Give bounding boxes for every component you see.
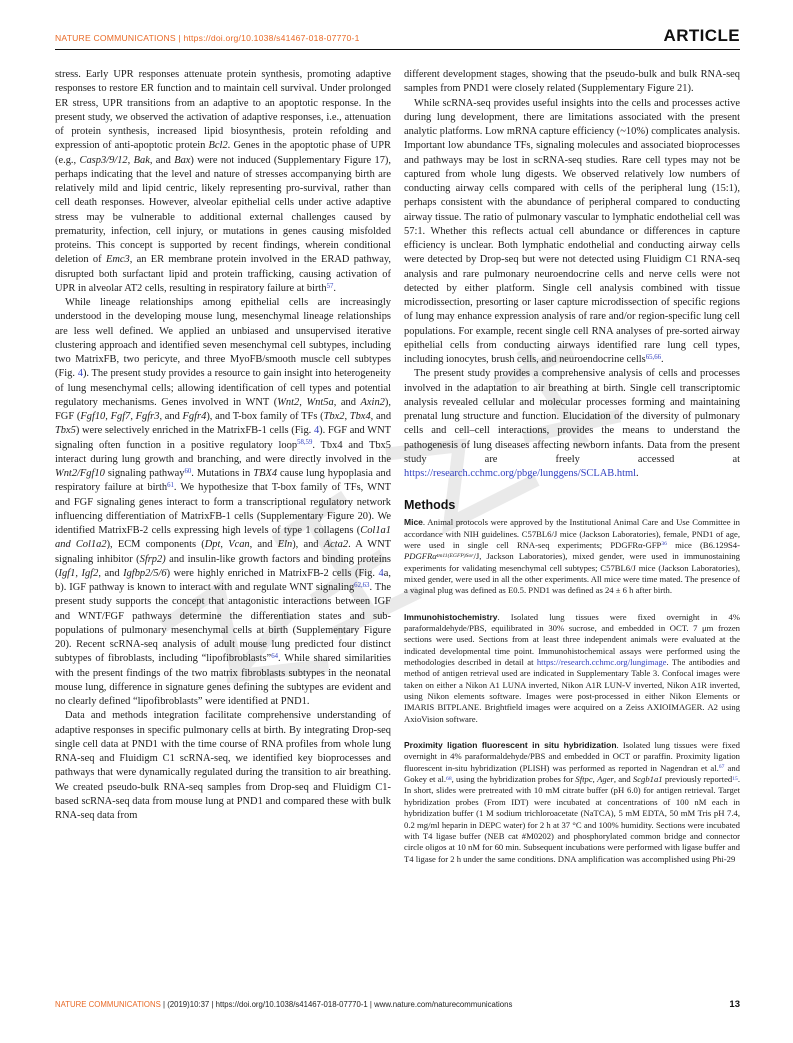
inline-link[interactable]: https://research.cchmc.org/pbge/lunggens/SCLAB.html <box>404 468 637 479</box>
paragraph: Data and methods integration facilitate comprehensive understanding of adaptive responses in specific pulmonary cells at birth. By integrating Drop-seq single cell data at PND1 with the time course of RNA profiles from whole lung RNA-seq and Fluidigm C1 scRNA-seq, we identified key bioprocesses and pathways that were dynamically regulated during the transition to air breathing. We created pseudo-bulk RNA-seq samples from Drop-seq and Fluidigm C1-based scRNA-seq data from mouse lung at PND1 and compared these with bulk RNA-seq data from <box>55 710 391 821</box>
methods-subhead: Mice <box>404 517 423 528</box>
journal-doi-line[interactable]: NATURE COMMUNICATIONS | https://doi.org/10.1038/s41467-018-07770-1 <box>55 33 360 43</box>
page-header <box>55 26 740 50</box>
paragraph: stress. Early UPR responses attenuate protein synthesis, promoting adaptive responses to restore ER function and to maintain cell survival. Under prolonged ER stress, UPR transitions from an adaptive to an apoptotic response. In the present study, we observed the activation of adaptive responses, i.e., attenuation of protein synthesis, increased lipid biosynthesis, protein refolding and expression of anti-apoptotic protein Bcl2. Genes in the apoptotic phase of UPR (e.g., Casp3/9/12, Bak, and Bax) were not induced (Supplementary Figure 17), perhaps indicating that the level and nature of stresses accompanying birth are relatively mild and lipid centric, likely representing pro-survival, rather than cell death responses. However, alveolar epithelial cells under active adaptive stress may be vulnerable to additional external challenges caused by prematurity, infection, cell injury, or mutations in genes causing misfolded proteins. This concept is supported by recent findings, wherein conditional deletion of Emc3, an ER membrane protein involved in the ERAD pathway, disrupted both surfactant lipid and protein trafficking, causing activation of UPR in alveolar AT2 cells, resulting in respiratory failure at birth$^{57}$. <box>55 69 392 294</box>
page-footer <box>55 999 740 1010</box>
inline-link[interactable]: 4 <box>313 425 320 437</box>
inline-link[interactable]: 4 <box>77 368 83 380</box>
citation-ref[interactable]: 36 <box>661 541 667 548</box>
inline-link[interactable]: 4 <box>378 567 384 579</box>
citation-ref[interactable]: 67 <box>718 764 725 771</box>
citation-ref[interactable]: 58,59 <box>297 439 313 447</box>
methods-text: . Animal protocols were approved by the Institutional Animal Care and Use Committee in accordance with NIH guidelines. C57BL6/J mice (Jackson Laboratories), female, PND1 of age, were used in single cell RNA-seq experiments; PDGFRα-GFP$^{36}$ mice (B6.129S4-PDGFRα$^{tm11(EGFP)Sor}$/J, Jackson Laboratories), mixed gender, were used in immunostaining experiments for validating mesenchymal cell subtypes; C57BL6/J mice (Jackson Laboratories), mixed gender, were used in all the other experiments. All mice were time mated. The presence of a vaginal plug was defined as E0.5. PND1 was defined as 24 ± 6 h after birth. <box>404 517 740 596</box>
page-content <box>55 26 740 880</box>
inline-link[interactable]: https://research.cchmc.org/lungimage <box>536 657 667 668</box>
citation-ref[interactable]: 57 <box>326 282 334 290</box>
citation-ref[interactable]: 62,63 <box>354 581 370 589</box>
body-columns <box>55 68 740 880</box>
methods-subhead: Proximity ligation fluorescent in situ hybridization <box>404 740 617 751</box>
footer-meta[interactable]: | (2019)10:37 | https://doi.org/10.1038/s41467-018-07770-1 | www.nature.com/naturecommunications <box>160 1000 513 1009</box>
citation-ref[interactable]: 65,66 <box>645 353 661 361</box>
paragraph: While lineage relationships among epithelial cells are increasingly understood in the developing mouse lung, mesenchymal lineage relationships are less well defined. We applied an unbiased and unsupervised iterative clustering approach and identified seven mesenchymal cell subtypes, including two MatrixFB, two pericyte, and three MyoFB/smooth muscle cell subtypes (Fig. 4). The present study provides a resource to gain insight into heterogeneity of lung mesenchymal cells; allowing identification of cell types and potential regulatory mechanisms. Genes involved in WNT (Wnt2, Wnt5a, and Axin2), FGF (Fgf10, Fgf7, Fgfr3, and Fgfr4), and T-box family of TFs (Tbx2, Tbx4, and Tbx5) were selectively enriched in the MatrixFB-1 cells (Fig. 4). FGF and WNT signaling often function in a positive regulatory loop$^{58,59}$. Tbx4 and Tbx5 interact during lung growth and branching, and were directly involved in the Wnt2/Fgf10 signaling pathway$^{60}$. Mutations in TBX4 cause lung hypoplasia and respiratory failure at birth$^{61}$. We hypothesize that T-box family of TFs, WNT and FGF signaling genes interact to form a transcriptional regulatory network influencing differentiation of MatrixFB-1 cells (Supplementary Figure 20). We identified MatrixFB-2 cells expressing high levels of type 1 collagens (Col1a1 and Col1a2), ECM components (Dpt, Vcan, and Eln), and Acta2. A WNT signaling inhibitor (Sfrp2) and insulin-like growth factors and binding proteins (Igf1, Igf2, and Igfbp2/5/6) were highly enriched in MatrixFB-2 cells (Fig. 4a, b). IGF pathway is known to interact with and regulate WNT signaling$^{62,63}$. The present study supports the concept that antagonistic interactions between IGF and WNT/FGF pathways determine the differentiation states and sub-populations of pulmonary mesenchymal cells at birth (Supplementary Figure 20). Recent scRNA-seq analysis of adult mouse lung predicted four distinct subtypes of fibroblasts, including “lipofibroblasts”$^{64}$. While shared similarities with the present findings of the two matrix fibroblasts subtypes in the neonatal mouse lung, difference in signature genes defining the subtypes are evident and no clearly defined “lipofibroblasts” were identified at PND1. <box>55 297 392 707</box>
citation-ref[interactable]: 64 <box>271 653 278 661</box>
methods-section-plish <box>404 740 740 865</box>
citation-ref[interactable]: 61 <box>167 482 174 490</box>
methods-heading: Methods <box>404 498 456 513</box>
footer-citation-line <box>55 1000 512 1009</box>
citation-ref[interactable]: 60 <box>184 467 192 475</box>
methods-section-immunohistochemistry <box>404 612 740 725</box>
paragraph: different development stages, showing that the pseudo-bulk and bulk RNA-seq samples from PND1 were closely related (Supplementary Figure 21). <box>404 69 740 95</box>
methods-section-mice <box>404 517 740 596</box>
methods-text: . Isolated lung tissues were fixed overnight in 4% paraformaldehyde/PBS, equilibrated in 30% sucrose, and embedded in OCT. 7 μm frozen sections were used. Sections from at least three independent animals were evaluated at the indicated developmental time point. Immunohistochemical assays were performed using the methodologies described in detail at https://research.cchmc.org/lungimage. The antibodies and method of antigen retrieval used are indicated in Supplementary Table 3. Confocal images were taken on either a Nikon A1 LUNA inverted, Nikon A1R LUN-V inverted, Nikon A1R inverted, using Nikon elements software. Images were post-processed in either Nikon Elements or IMARIS BITPLANE. Brightfield images were acquired on a Zeiss AXIOIMAGER. A2 using AxioVision software. <box>404 611 740 724</box>
footer-journal-name: NATURE COMMUNICATIONS <box>55 1000 161 1009</box>
left-column <box>55 68 391 880</box>
methods-subhead: Immunohistochemistry <box>404 611 498 622</box>
citation-ref[interactable]: 15 <box>732 775 738 782</box>
right-column <box>404 68 740 880</box>
citation-ref[interactable]: 68 <box>446 775 452 782</box>
paragraph: The present study provides a comprehensive analysis of cells and processes involved in the adaptation to air breathing at birth. Single cell transcriptomic analysis revealed cellular and molecular processes forming and maintaining prenatal lung structure and function. Elucidation of the diversity of pulmonary cells and cell–cell interactions, provides the means to understand the pathogenesis of lung diseases affecting newborn infants. Data from the present study are freely accessed at https://research.cchmc.org/pbge/lunggens/SCLAB.html. <box>404 368 740 479</box>
methods-text: . Isolated lung tissues were fixed overnight in 4% paraformaldehyde/PBS and embedded in OCT or paraffin. Proximity ligation fluorescent in-situ hybridization (PLISH) was performed as reported in Nagendran et al.$^{67}$ and Gokey et al.$^{68}$, using the hybridization probes for Sftpc, Ager, and Scgb1a1 previously reported$^{15}$. In short, slides were pretreated with 10 mM citrate buffer (pH 6.0) for antigen retrieval. Target hybridization probes (From IDT) were incubated at concentrations of 100 nM each in hybridization buffer (1 M sodium trichloroacetate (NaTCA), 5 mM EDTA, 50 mM Tris pH 7.4, 0.2 mg/ml heparin in DEPC water) for 2 h at 37 °C and 100% humidity. Sections were incubated with T4 ligase buffer (NEB cat #M0202) and phosphorylated common bridge and connector circle oligos at 10 nM for 60 min. Subsequent incubations were performed with ligase buffer and T4 ligase for 2 h under the same conditions. DNA amplification was accomplished using Phi-29 <box>404 740 740 864</box>
page-number: 13 <box>729 999 740 1010</box>
paragraph: While scRNA-seq provides useful insights into the cells and processes active during lung development, there are limitations associated with the present analytic platforms. Low mRNA capture efficiency (~10%) complicates analysis. Important low abundance TFs, signaling molecules and associated bioprocesses and pathways may be lost in scRNA-seq studies. Rare cell types may not be captured from whole lung digests. We observed relatively low numbers of conducting airway cells compared with cells of the peripheral lung (15:1), perhaps consistent with the abundance of peripheral compared to conducting airway tissue. The ratio of pulmonary vascular to lymphatic endothelial cell was 57:1. Whether this reflects actual cell abundance or differences in capture efficiency is unclear. Both lymphatic endothelial and conducting airway cells were detected by Drop-seq but were not detected using Fluidigm C1 RNA-seq analysis and rare pulmonary neuroendocrine cells and nerve cells were not detected by either platform. Single cell analysis combined with tissue microdissection, presorting or laser capture microdissection of specific regions of lung may enhance expression analysis of rare and/or region-specific lung cell populations. For example, recent single cell RNA analyses of pre-sorted airway epithelial cells from conducting airways identified rare lung cell types, including ionocytes, brush cells, and neuroendocrine cells$^{65,66}$. <box>404 97 740 365</box>
article-type-label: ARTICLE <box>663 26 740 45</box>
